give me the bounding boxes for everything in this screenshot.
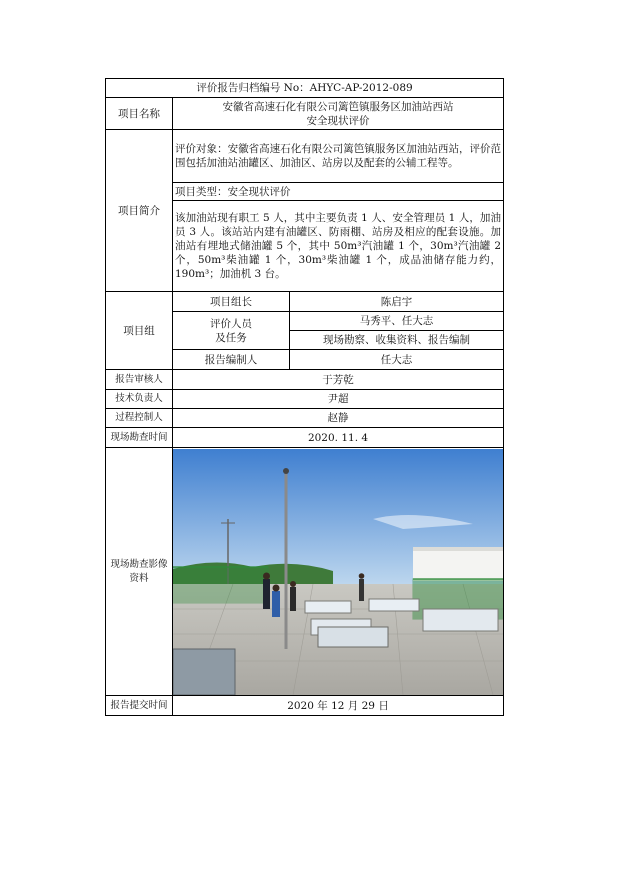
evaluators-label-line2: 及任务 [215, 331, 247, 344]
tasks-value: 现场勘察、收集资料、报告编制 [290, 331, 504, 350]
reviewer-label: 报告审核人 [106, 370, 173, 390]
light-pole-cap [283, 468, 289, 474]
survey-photo-label [106, 448, 173, 696]
project-type-text: 项目类型：安全现状评价 [173, 183, 504, 201]
archive-number: 评价报告归档编号 No：AHYC-AP-2012-089 [106, 79, 504, 98]
submit-date-row [106, 696, 504, 716]
project-intro-label: 项目简介 [106, 130, 173, 292]
report-info-table [105, 78, 504, 716]
project-object-text: 评价对象：安徽省高速石化有限公司篱笆镇服务区加油站西站，评价范围包括加油站油罐区、加油区、站房以及配套的公辅工程等。 [173, 130, 504, 183]
building-roof [413, 547, 503, 551]
team-label: 项目组 [106, 292, 173, 370]
tech-lead-value: 尹超 [173, 390, 504, 409]
submit-date-label: 报告提交时间 [106, 696, 173, 716]
project-name-row [106, 98, 504, 130]
survey-photo-row [106, 448, 504, 696]
archive-row [106, 79, 504, 98]
project-name-line2: 安全现状评价 [306, 114, 370, 127]
project-name-value [173, 98, 504, 130]
project-desc-text: 该加油站现有职工 5 人，其中主要负责 1 人、安全管理员 1 人，加油员 3 人。该站站内建有油罐区、防雨棚、站房及相应的配套设施。加油站有埋地式储油罐 5 个，其中 50m³汽油罐 1 个，30m³汽油罐 2 个，50m³柴油罐 1 个，30m³柴油罐 1 个，成品油储存能力约，190m³；加油机 3 台。 [173, 201, 504, 292]
reviewer-row [106, 370, 504, 390]
team-leader-label: 项目组长 [173, 292, 290, 312]
writer-value: 任大志 [290, 350, 504, 370]
evaluators-value: 马秀平、任大志 [290, 312, 504, 331]
submit-date-value: 2020 年 12 月 29 日 [173, 696, 504, 716]
survey-photo-label-line2: 资料 [129, 572, 149, 584]
process-row [106, 409, 504, 428]
survey-photo-label-line1: 现场勘查影像 [110, 558, 168, 570]
evaluators-label-line1: 评价人员 [210, 317, 252, 330]
project-name-label: 项目名称 [106, 98, 173, 130]
process-label: 过程控制人 [106, 409, 173, 428]
tech-lead-row [106, 390, 504, 409]
building [413, 549, 503, 581]
survey-date-row [106, 428, 504, 448]
process-value: 赵静 [173, 409, 504, 428]
evaluators-label [173, 312, 290, 350]
survey-photo-cell [173, 448, 504, 696]
reviewer-value: 于芳乾 [173, 370, 504, 390]
writer-label: 报告编制人 [173, 350, 290, 370]
survey-date-label: 现场勘查时间 [106, 428, 173, 448]
survey-date-value: 2020. 11. 4 [173, 428, 504, 448]
tech-lead-label: 技术负责人 [106, 390, 173, 409]
team-leader-row [106, 292, 504, 312]
team-leader-value: 陈启宇 [290, 292, 504, 312]
site-photo [173, 449, 503, 695]
project-name-line1: 安徽省高速石化有限公司篱笆镇服务区加油站西站 [222, 100, 454, 113]
project-object-row [106, 130, 504, 183]
